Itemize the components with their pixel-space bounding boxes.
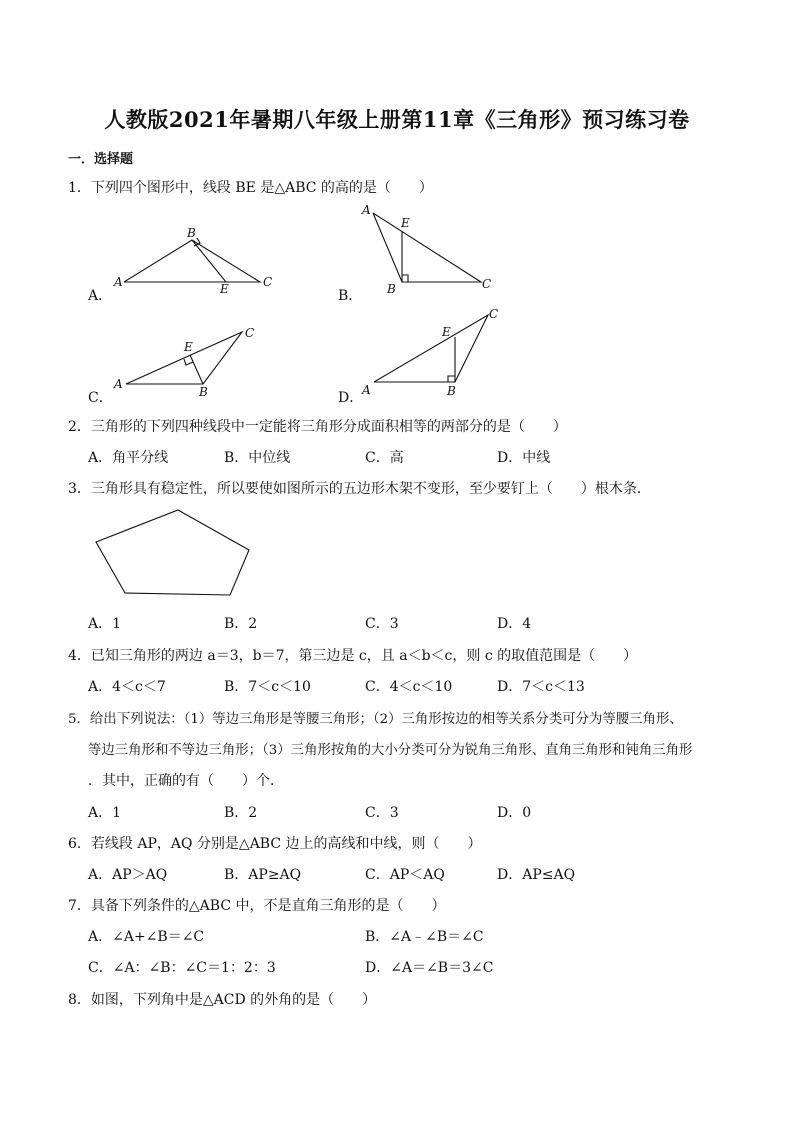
- q2-option-d: D．中线: [497, 450, 551, 466]
- label-a: A: [362, 383, 371, 397]
- q7-option-b: B．∠A﹣∠B＝∠C: [365, 929, 484, 945]
- q7-option-a: A．∠A+∠B＝∠C: [88, 929, 205, 945]
- question-1-stem: 1．下列四个图形中，线段 BE 是△ABC 的高的是（ ）: [68, 180, 433, 196]
- q3-option-c: C．3: [365, 616, 399, 632]
- q3-option-d: D．4: [497, 616, 532, 632]
- label-c: C: [489, 307, 499, 321]
- q1-option-b-label: B．: [338, 288, 363, 304]
- label-b: B: [187, 226, 196, 240]
- q3-pentagon-figure: [92, 506, 257, 601]
- triangle-abc: [124, 240, 260, 282]
- label-a: A: [114, 377, 123, 391]
- triangle-abc: [374, 315, 488, 382]
- right-angle-mark: [448, 376, 455, 382]
- section-heading: 一．选择题: [68, 152, 134, 167]
- q6-option-a: A．AP＞AQ: [88, 867, 168, 883]
- q1-option-c-label: C．: [88, 390, 113, 406]
- label-b: B: [199, 385, 208, 399]
- question-8-stem: 8．如图，下列角中是△ACD 的外角的是（ ）: [68, 992, 377, 1008]
- question-5-line-2: 等边三角形和不等边三角形；（3）三角形按角的大小分类可分为锐角三角形、直角三角形和钝角三角形: [88, 743, 693, 758]
- q4-option-b: B．7＜c＜10: [224, 679, 311, 695]
- q5-option-d: D．0: [497, 805, 532, 821]
- triangle-abc: [373, 213, 481, 282]
- q2-option-c: C．高: [365, 450, 404, 466]
- q5-option-b: B．2: [224, 805, 258, 821]
- q1-option-d-label: D．: [338, 390, 364, 406]
- q3-option-a: A．1: [88, 616, 122, 632]
- question-2-stem: 2．三角形的下列四种线段中一定能将三角形分成面积相等的两部分的是（ ）: [68, 419, 567, 435]
- q6-option-c: C．AP＜AQ: [365, 867, 445, 883]
- q1-figure-c: [108, 322, 268, 402]
- q1-figure-d: [360, 303, 510, 398]
- question-4-stem: 4．已知三角形的两边 a＝3，b＝7，第三边是 c，且 a＜b＜c，则 c 的取值范围是（ ）: [68, 648, 638, 664]
- q4-option-c: C．4＜c＜10: [365, 679, 453, 695]
- question-7-stem: 7．具备下列条件的△ABC 中，不是直角三角形的是（ ）: [68, 898, 446, 914]
- right-angle-mark: [402, 275, 408, 282]
- segment-be: [192, 240, 226, 282]
- q7-option-d: D．∠A＝∠B＝3∠C: [365, 960, 494, 976]
- question-5-line-1: 5．给出下列说法：（1）等边三角形是等腰三角形；（2）三角形按边的相等关系分类可分为等腰三角形、: [68, 712, 683, 727]
- label-c: C: [482, 277, 492, 291]
- q5-option-c: C．3: [365, 805, 399, 821]
- label-c: C: [245, 326, 255, 340]
- q3-option-b: B．2: [224, 616, 258, 632]
- q6-option-d: D．AP≤AQ: [497, 867, 576, 883]
- question-3-stem: 3．三角形具有稳定性，所以要使如图所示的五边形木架不变形，至少要钉上（ ）根木条．: [68, 481, 651, 497]
- label-a: A: [362, 203, 371, 217]
- segment-be: [190, 355, 203, 384]
- q4-option-a: A．4＜c＜7: [88, 679, 166, 695]
- q1-option-a-label: A．: [88, 288, 113, 304]
- label-c: C: [263, 275, 273, 289]
- question-5-line-3: ．其中，正确的有（ ）个．: [88, 773, 284, 789]
- pentagon-frame: [96, 510, 249, 595]
- q1-figure-a: [108, 225, 278, 295]
- label-e: E: [184, 340, 193, 354]
- label-b: B: [447, 384, 456, 398]
- q6-option-b: B．AP≥AQ: [224, 867, 302, 883]
- label-e: E: [401, 216, 410, 230]
- label-e: E: [442, 325, 451, 339]
- label-b: B: [387, 282, 396, 295]
- page-title: 人教版2021年暑期八年级上册第11章《三角形》预习练习卷: [104, 107, 690, 132]
- q2-option-a: A．角平分线: [88, 450, 169, 466]
- q7-option-c: C．∠A：∠B：∠C＝1：2：3: [88, 960, 276, 976]
- question-6-stem: 6．若线段 AP，AQ 分别是△ABC 边上的高线和中线，则（ ）: [68, 836, 482, 852]
- q2-option-b: B．中位线: [224, 450, 291, 466]
- q4-option-d: D．7＜c＜13: [497, 679, 585, 695]
- label-a: A: [114, 275, 123, 289]
- label-e: E: [220, 282, 229, 295]
- q5-option-a: A．1: [88, 805, 122, 821]
- q1-figure-b: [356, 200, 506, 295]
